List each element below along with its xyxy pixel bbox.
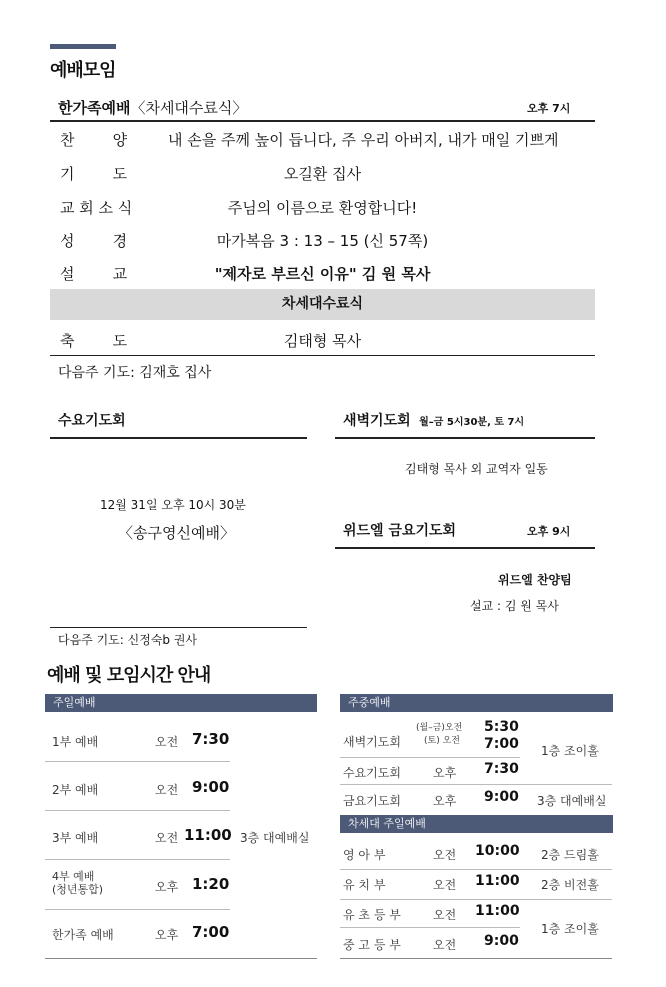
- nextgen-row-name: 유 초 등 부: [343, 908, 401, 922]
- sunday-row-ampm: 오전: [155, 783, 179, 797]
- weekday-row-name: 금요기도회: [343, 794, 401, 808]
- order-row-news: [50, 197, 595, 227]
- order-label: 축 도: [60, 332, 128, 350]
- weekday-row-time: 9:00: [484, 789, 519, 805]
- divider: [50, 437, 307, 439]
- weekday-row-name: 수요기도회: [343, 766, 401, 780]
- sunday-row-name-two-line: [52, 870, 103, 896]
- service-time: 오후 7시: [527, 102, 571, 115]
- order-label: 교 회 소 식: [60, 199, 133, 217]
- row-divider: [45, 859, 230, 860]
- divider: [50, 120, 595, 122]
- weekday-row-ampm: 오후: [433, 794, 457, 808]
- sunday-row-time: 1:20: [192, 875, 230, 893]
- nextgen-row-time: 11:00: [475, 903, 520, 919]
- sunday-row-name-sub: (청년통합): [52, 883, 104, 896]
- sunday-row-name: 4부 예배: [52, 870, 95, 883]
- nextgen-row-name: 유 치 부: [343, 878, 386, 892]
- row-divider: [45, 761, 230, 762]
- nextgen-shared-place: 1층 조이홀: [541, 922, 599, 936]
- sunday-row-ampm: 오전: [155, 735, 179, 749]
- order-value: 오길환 집사: [283, 165, 362, 183]
- nextgen-row-name: 영 아 부: [343, 848, 386, 862]
- sunday-row-time: 7:30: [192, 730, 230, 748]
- row-divider: [45, 909, 230, 910]
- nextgen-row-time: 11:00: [475, 873, 520, 889]
- order-label: 찬 양: [60, 131, 128, 149]
- nextgen-row-ampm: 오전: [433, 908, 457, 922]
- friday-team: 위드엘 찬양팀: [498, 573, 572, 587]
- sunday-row-name: 1부 예배: [52, 735, 99, 749]
- divider: [335, 547, 595, 549]
- section-title: 예배모임: [50, 60, 116, 81]
- friday-title: 위드엘 금요기도회: [343, 523, 457, 539]
- sunday-row-ampm: 오후: [155, 928, 179, 942]
- nextgen-row-place: 2층 비전홀: [541, 878, 599, 892]
- weekday-row-time: 7:30: [484, 761, 519, 777]
- weekday-time: 7:00: [484, 736, 519, 752]
- row-divider: [340, 757, 520, 758]
- row-divider: [45, 810, 230, 811]
- divider: [50, 627, 307, 628]
- nextgen-row-place: 2층 드림홀: [541, 848, 599, 862]
- dawn-title: 새벽기도회: [343, 413, 411, 429]
- wednesday-next-prayer: 다음주 기도: 신정숙b 권사: [58, 633, 198, 647]
- weekday-ampm-saturday: (토) 오전: [424, 736, 460, 746]
- weekday-row-ampm: 오후: [433, 766, 457, 780]
- order-value: 김태형 목사: [283, 332, 362, 350]
- order-value: 내 손을 주께 높이 듭니다, 주 우리 아버지, 내가 매일 기쁘게: [168, 131, 559, 149]
- order-row-scripture: [50, 230, 595, 260]
- next-prayer: 다음주 기도: 김재호 집사: [58, 365, 212, 381]
- sunday-row-time: 7:00: [192, 923, 230, 941]
- nextgen-row-time: 9:00: [484, 933, 519, 949]
- sunday-row-ampm: 오후: [155, 880, 179, 894]
- dawn-schedule: 월–금 5시30분, 토 7시: [419, 417, 525, 428]
- divider: [335, 437, 595, 439]
- sunday-header: 주일예배: [45, 694, 317, 712]
- wednesday-event: 〈송구영신예배〉: [118, 524, 235, 542]
- friday-time: 오후 9시: [527, 525, 571, 538]
- order-label: 성 경: [60, 232, 128, 250]
- weekday-dawn-ampm: [416, 722, 462, 748]
- wednesday-title: 수요기도회: [58, 413, 126, 429]
- wednesday-date: 12월 31일 오후 10시 30분: [100, 498, 246, 512]
- order-row-prayer: [50, 163, 595, 193]
- order-value: 주님의 이름으로 환영합니다!: [227, 199, 418, 217]
- friday-preacher: 설교 : 김 원 목사: [470, 599, 559, 613]
- schedule-title: 예배 및 모임시간 안내: [47, 665, 211, 686]
- weekday-header: 주중예배: [340, 694, 613, 712]
- weekday-dawn-place: 1층 조이홀: [541, 744, 599, 758]
- weekday-ampm-weekdays: (월–금)오전: [416, 723, 463, 733]
- sunday-row-time: 9:00: [192, 778, 230, 796]
- row-divider: [340, 899, 612, 900]
- nextgen-row-ampm: 오전: [433, 878, 457, 892]
- weekday-row-name: 새벽기도회: [343, 735, 401, 749]
- sunday-row-name: 2부 예배: [52, 783, 99, 797]
- weekday-dawn-times: [484, 719, 519, 753]
- sunday-row-name: 3부 예배: [52, 831, 99, 845]
- ceremony-band: 차세대수료식: [50, 289, 595, 320]
- dawn-leader: 김태형 목사 외 교역자 일동: [405, 462, 548, 476]
- row-divider: [340, 784, 612, 785]
- weekday-time: 5:30: [484, 719, 519, 735]
- service-title: [58, 97, 247, 118]
- order-value: "제자로 부르신 이유" 김 원 목사: [214, 265, 431, 283]
- service-title-main: 한가족예배: [58, 99, 131, 117]
- table-bottom-line: [45, 958, 317, 959]
- order-label: 기 도: [60, 165, 128, 183]
- nextgen-header: 차세대 주일예배: [340, 815, 613, 833]
- order-row-hymn: [50, 129, 595, 159]
- sunday-row-name: 한가족 예배: [52, 928, 114, 942]
- service-title-sub: 〈차세대수료식〉: [130, 99, 248, 117]
- table-bottom-line: [340, 958, 612, 959]
- order-value: 마가복음 3 : 13 – 15 (신 57쪽): [216, 232, 429, 250]
- nextgen-row-time: 10:00: [475, 843, 520, 859]
- sunday-row-time: 11:00: [184, 826, 232, 844]
- sunday-row-ampm: 오전: [155, 831, 179, 845]
- nextgen-row-name: 중 고 등 부: [343, 938, 401, 952]
- row-divider: [340, 869, 612, 870]
- accent-bar: [50, 44, 116, 49]
- sunday-place: 3층 대예배실: [240, 831, 310, 845]
- divider: [50, 355, 595, 356]
- nextgen-row-ampm: 오전: [433, 938, 457, 952]
- row-divider: [340, 927, 520, 928]
- nextgen-row-ampm: 오전: [433, 848, 457, 862]
- order-label: 설 교: [60, 265, 128, 283]
- dawn-header: [343, 410, 524, 430]
- weekday-fri-place: 3층 대예배실: [537, 794, 607, 808]
